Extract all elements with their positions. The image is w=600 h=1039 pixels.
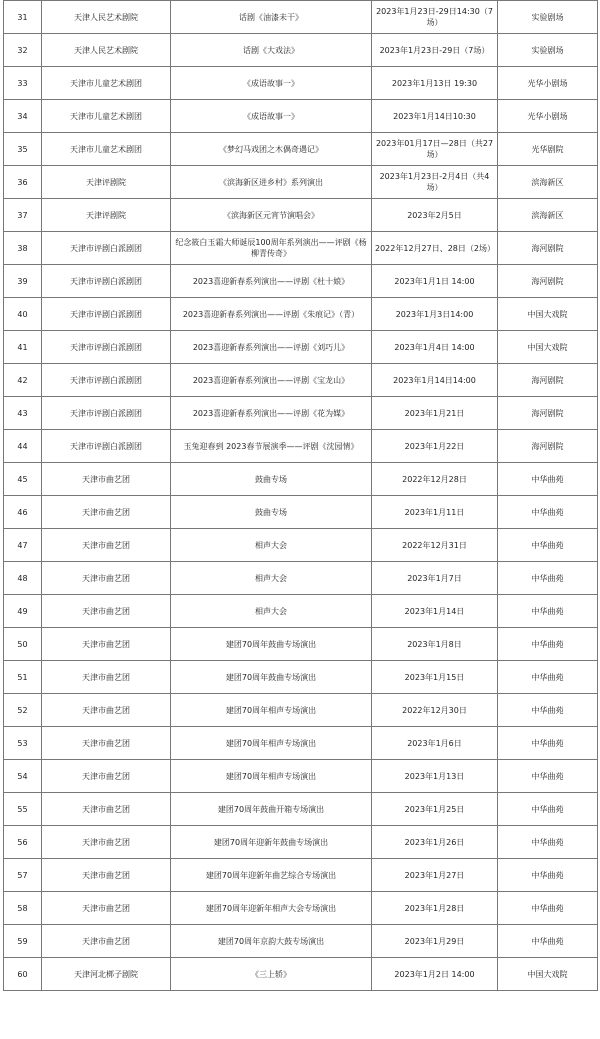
row-number-cell: 45 [4,463,42,496]
venue-cell: 滨海新区 [498,199,598,232]
venue-cell: 中华曲苑 [498,694,598,727]
table-row [4,760,598,793]
row-number-cell: 51 [4,661,42,694]
program-title-cell: 《成语故事一》 [171,67,372,100]
troupe-cell: 天津市评剧白派剧团 [42,232,171,265]
table-row [4,628,598,661]
row-number-cell: 39 [4,265,42,298]
table-row [4,331,598,364]
troupe-cell: 天津市曲艺团 [42,463,171,496]
row-number-cell: 50 [4,628,42,661]
troupe-cell: 天津市儿童艺术剧团 [42,67,171,100]
venue-cell: 滨海新区 [498,166,598,199]
performance-date-cell: 2022年12月27日、28日（2场） [372,232,498,265]
performance-date-cell: 2023年1月15日 [372,661,498,694]
venue-cell: 光华剧院 [498,133,598,166]
performance-date-cell: 2023年1月22日 [372,430,498,463]
troupe-cell: 天津市曲艺团 [42,727,171,760]
row-number-cell: 57 [4,859,42,892]
performance-date-cell: 2023年1月28日 [372,892,498,925]
venue-cell: 中华曲苑 [498,595,598,628]
row-number-cell: 38 [4,232,42,265]
row-number-cell: 56 [4,826,42,859]
venue-cell: 中华曲苑 [498,562,598,595]
program-title-cell: 2023喜迎新春系列演出——评剧《朱痕记》（青） [171,298,372,331]
troupe-cell: 天津市曲艺团 [42,760,171,793]
table-row [4,100,598,133]
troupe-cell: 天津评剧院 [42,166,171,199]
program-title-cell: 纪念筱白玉霜大师诞辰100周年系列演出——评剧《杨柳青传奇》 [171,232,372,265]
performance-date-cell: 2023年01月17日—28日（共27场） [372,133,498,166]
table-row [4,166,598,199]
row-number-cell: 37 [4,199,42,232]
program-title-cell: 建团70周年鼓曲专场演出 [171,661,372,694]
performance-date-cell: 2023年1月23日-2月4日（共4场） [372,166,498,199]
venue-cell: 中华曲苑 [498,793,598,826]
program-title-cell: 鼓曲专场 [171,496,372,529]
program-title-cell: 建团70周年相声专场演出 [171,760,372,793]
troupe-cell: 天津市曲艺团 [42,925,171,958]
row-number-cell: 41 [4,331,42,364]
venue-cell: 实验剧场 [498,34,598,67]
program-title-cell: 建团70周年鼓曲开箱专场演出 [171,793,372,826]
program-title-cell: 建团70周年迎新年鼓曲专场演出 [171,826,372,859]
performance-date-cell: 2022年12月28日 [372,463,498,496]
row-number-cell: 32 [4,34,42,67]
program-title-cell: 相声大会 [171,595,372,628]
program-title-cell: 《滨海新区进乡村》系列演出 [171,166,372,199]
table-row [4,892,598,925]
troupe-cell: 天津市儿童艺术剧团 [42,133,171,166]
performance-date-cell: 2023年1月23日-29日（7场） [372,34,498,67]
program-title-cell: 《梦幻马戏团之木偶奇遇记》 [171,133,372,166]
troupe-cell: 天津市曲艺团 [42,628,171,661]
program-title-cell: 2023喜迎新春系列演出——评剧《刘巧儿》 [171,331,372,364]
performance-date-cell: 2022年12月31日 [372,529,498,562]
table-row [4,826,598,859]
performance-date-cell: 2023年1月29日 [372,925,498,958]
table-row [4,265,598,298]
performance-date-cell: 2023年1月14日10:30 [372,100,498,133]
row-number-cell: 31 [4,1,42,34]
table-row [4,397,598,430]
program-title-cell: 2023喜迎新春系列演出——评剧《宝龙山》 [171,364,372,397]
performance-date-cell: 2023年1月27日 [372,859,498,892]
row-number-cell: 54 [4,760,42,793]
row-number-cell: 35 [4,133,42,166]
program-title-cell: 建团70周年迎新年曲艺综合专场演出 [171,859,372,892]
program-title-cell: 玉兔迎春到 2023春节展演季——评剧《沈园情》 [171,430,372,463]
performance-date-cell: 2023年1月7日 [372,562,498,595]
performance-date-cell: 2023年1月1日 14:00 [372,265,498,298]
program-title-cell: 2023喜迎新春系列演出——评剧《花为媒》 [171,397,372,430]
performance-date-cell: 2023年2月5日 [372,199,498,232]
performance-date-cell: 2023年1月2日 14:00 [372,958,498,991]
venue-cell: 中华曲苑 [498,628,598,661]
program-title-cell: 建团70周年京韵大鼓专场演出 [171,925,372,958]
venue-cell: 海河剧院 [498,364,598,397]
row-number-cell: 40 [4,298,42,331]
row-number-cell: 60 [4,958,42,991]
troupe-cell: 天津市曲艺团 [42,595,171,628]
table-row [4,562,598,595]
troupe-cell: 天津市评剧白派剧团 [42,430,171,463]
schedule-table-body [4,1,598,991]
row-number-cell: 42 [4,364,42,397]
row-number-cell: 49 [4,595,42,628]
program-title-cell: 鼓曲专场 [171,463,372,496]
venue-cell: 中华曲苑 [498,496,598,529]
troupe-cell: 天津市评剧白派剧团 [42,331,171,364]
row-number-cell: 46 [4,496,42,529]
table-row [4,463,598,496]
venue-cell: 海河剧院 [498,430,598,463]
performance-schedule-table [3,0,598,991]
program-title-cell: 《三上轿》 [171,958,372,991]
program-title-cell: 《成语故事一》 [171,100,372,133]
performance-date-cell: 2023年1月13日 [372,760,498,793]
troupe-cell: 天津市曲艺团 [42,826,171,859]
performance-date-cell: 2023年1月26日 [372,826,498,859]
performance-date-cell: 2022年12月30日 [372,694,498,727]
performance-date-cell: 2023年1月21日 [372,397,498,430]
program-title-cell: 建团70周年迎新年相声大会专场演出 [171,892,372,925]
table-row [4,925,598,958]
program-title-cell: 相声大会 [171,529,372,562]
row-number-cell: 59 [4,925,42,958]
performance-date-cell: 2023年1月4日 14:00 [372,331,498,364]
venue-cell: 海河剧院 [498,265,598,298]
program-title-cell: 建团70周年相声专场演出 [171,694,372,727]
venue-cell: 中华曲苑 [498,727,598,760]
program-title-cell: 建团70周年鼓曲专场演出 [171,628,372,661]
troupe-cell: 天津市曲艺团 [42,694,171,727]
row-number-cell: 47 [4,529,42,562]
program-title-cell: 话剧《油漆未干》 [171,1,372,34]
table-row [4,67,598,100]
troupe-cell: 天津人民艺术剧院 [42,34,171,67]
table-row [4,34,598,67]
table-row [4,364,598,397]
table-row [4,298,598,331]
table-row [4,661,598,694]
table-row [4,199,598,232]
venue-cell: 实验剧场 [498,1,598,34]
venue-cell: 中华曲苑 [498,892,598,925]
troupe-cell: 天津市儿童艺术剧团 [42,100,171,133]
program-title-cell: 相声大会 [171,562,372,595]
row-number-cell: 58 [4,892,42,925]
performance-date-cell: 2023年1月8日 [372,628,498,661]
venue-cell: 海河剧院 [498,397,598,430]
venue-cell: 光华小剧场 [498,67,598,100]
troupe-cell: 天津市曲艺团 [42,661,171,694]
venue-cell: 中华曲苑 [498,661,598,694]
performance-date-cell: 2023年1月6日 [372,727,498,760]
venue-cell: 光华小剧场 [498,100,598,133]
row-number-cell: 48 [4,562,42,595]
performance-date-cell: 2023年1月13日 19:30 [372,67,498,100]
troupe-cell: 天津市评剧白派剧团 [42,298,171,331]
venue-cell: 中华曲苑 [498,760,598,793]
troupe-cell: 天津市评剧白派剧团 [42,265,171,298]
troupe-cell: 天津河北梆子剧院 [42,958,171,991]
table-row [4,793,598,826]
troupe-cell: 天津评剧院 [42,199,171,232]
venue-cell: 中国大戏院 [498,298,598,331]
table-row [4,496,598,529]
venue-cell: 中华曲苑 [498,463,598,496]
table-row [4,727,598,760]
table-row [4,529,598,562]
table-row [4,133,598,166]
performance-date-cell: 2023年1月25日 [372,793,498,826]
program-title-cell: 2023喜迎新春系列演出——评剧《杜十娘》 [171,265,372,298]
troupe-cell: 天津市评剧白派剧团 [42,364,171,397]
venue-cell: 中国大戏院 [498,958,598,991]
row-number-cell: 43 [4,397,42,430]
row-number-cell: 36 [4,166,42,199]
table-row [4,595,598,628]
troupe-cell: 天津市曲艺团 [42,892,171,925]
troupe-cell: 天津人民艺术剧院 [42,1,171,34]
row-number-cell: 34 [4,100,42,133]
table-row [4,694,598,727]
table-row [4,430,598,463]
venue-cell: 中国大戏院 [498,331,598,364]
table-row [4,232,598,265]
row-number-cell: 33 [4,67,42,100]
venue-cell: 中华曲苑 [498,529,598,562]
troupe-cell: 天津市曲艺团 [42,793,171,826]
troupe-cell: 天津市曲艺团 [42,562,171,595]
program-title-cell: 建团70周年相声专场演出 [171,727,372,760]
performance-date-cell: 2023年1月11日 [372,496,498,529]
row-number-cell: 44 [4,430,42,463]
troupe-cell: 天津市曲艺团 [42,529,171,562]
row-number-cell: 53 [4,727,42,760]
table-row [4,859,598,892]
row-number-cell: 52 [4,694,42,727]
venue-cell: 中华曲苑 [498,826,598,859]
venue-cell: 中华曲苑 [498,859,598,892]
performance-date-cell: 2023年1月14日 [372,595,498,628]
performance-date-cell: 2023年1月14日14:00 [372,364,498,397]
troupe-cell: 天津市评剧白派剧团 [42,397,171,430]
table-row [4,1,598,34]
program-title-cell: 《滨海新区元宵节演唱会》 [171,199,372,232]
performance-date-cell: 2023年1月23日-29日14:30（7场） [372,1,498,34]
venue-cell: 中华曲苑 [498,925,598,958]
table-row [4,958,598,991]
venue-cell: 海河剧院 [498,232,598,265]
program-title-cell: 话剧《大戏法》 [171,34,372,67]
troupe-cell: 天津市曲艺团 [42,859,171,892]
row-number-cell: 55 [4,793,42,826]
troupe-cell: 天津市曲艺团 [42,496,171,529]
performance-date-cell: 2023年1月3日14:00 [372,298,498,331]
